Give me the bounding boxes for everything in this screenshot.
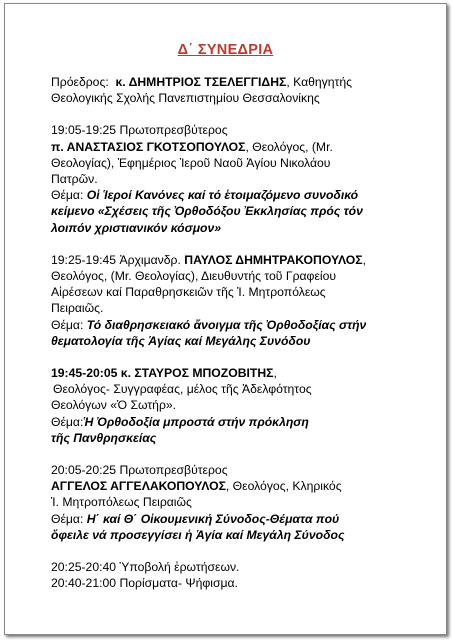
talk-1-desc-3: Πατρῶν. bbox=[51, 172, 98, 187]
talk-3-time-suffix: , bbox=[273, 366, 277, 381]
talk-2-time-line bbox=[51, 252, 421, 268]
talk-3-theme-line-1 bbox=[51, 414, 421, 430]
talk-2-desc-4: Πειραιῶς. bbox=[51, 301, 104, 316]
closing-block bbox=[51, 559, 421, 591]
talk-1-speaker-line bbox=[51, 139, 421, 155]
session-content bbox=[51, 74, 421, 607]
talk-2-theme-2: θεματολογία τῆς Ἁγίας καί Μεγάλης Συνόδου bbox=[51, 333, 311, 348]
talk-3-time-line bbox=[51, 365, 421, 381]
talk-2-desc-3: Αἱρέσεων καί Παραθρησκειῶν τῆς Ἱ. Μητροπόλεως bbox=[51, 285, 326, 300]
talk-block-1 bbox=[51, 122, 421, 235]
talk-1-theme-3: λοιπόν χριστιανικόν κόσμον» bbox=[51, 220, 222, 235]
talk-block-2 bbox=[51, 252, 421, 349]
talk-block-4 bbox=[51, 462, 421, 543]
talk-block-3 bbox=[51, 365, 421, 446]
talk-3-theme-2: τῆς Πανθρησκείας bbox=[51, 430, 157, 445]
talk-2-theme-line-1 bbox=[51, 317, 421, 333]
chair-title-part1: , Καθηγητής bbox=[286, 75, 353, 89]
talk-1-desc-1: , Θεολόγος, (Mr. bbox=[245, 139, 333, 154]
chair-line-1 bbox=[51, 74, 421, 90]
closing-line-2: 20:40-21:00 Πορίσματα- Ψήφισμα. bbox=[51, 576, 238, 591]
talk-4-theme-2: ὄφειλε νά προσεγγίσει ἡ Ἁγία καί Μεγάλη Σύνοδος bbox=[51, 527, 345, 542]
talk-2-time: 19:25-19:45 Ἀρχιμανδρ. bbox=[51, 252, 185, 267]
talk-1-time: 19:05-19:25 Πρωτοπρεσβύτερος bbox=[51, 123, 228, 138]
talk-4-desc-1: , Θεολόγος, Κληρικός bbox=[225, 479, 342, 494]
talk-4-speaker: ΑΓΓΕΛΟΣ ΑΓΓΕΛΑΚΟΠΟΥΛΟΣ bbox=[51, 479, 226, 494]
chair-block bbox=[51, 74, 421, 106]
talk-4-theme-1: Η΄ καί Θ΄ Οἰκουμενική Σύνοδος-Θέματα πού bbox=[83, 511, 340, 526]
talk-1-speaker: π. ΑΝΑΣΤΑΣΙΟΣ ΓΚΟΤΣΟΠΟΥΛΟΣ bbox=[51, 139, 246, 154]
talk-1-desc-2: Θεολογίας), Ἐφημέριος Ἱεροῦ Ναοῦ Ἁγίου Νικολάου bbox=[51, 155, 331, 170]
talk-4-time: 20:05-20:25 Πρωτοπρεσβύτερος bbox=[51, 463, 228, 478]
talk-1-theme-1: Οἱ Ἱεροί Κανόνες καί τό ἑτοιμαζόμενο συνοδικό bbox=[83, 188, 359, 203]
talk-2-theme-1: Τό διαθρησκειακό ἄνοιγμα τῆς Ὀρθοδοξίας στήν bbox=[83, 317, 367, 332]
talk-2-speaker: ΠΑΥΛΟΣ ΔΗΜΗΤΡΑΚΟΠΟΥΛΟΣ bbox=[184, 252, 363, 267]
talk-3-theme-label: Θέμα: bbox=[51, 414, 84, 429]
talk-4-theme-label: Θέμα: bbox=[51, 511, 84, 526]
talk-2-desc-2: Θεολόγος, (Mr. Θεολογίας), Διευθυντής τοῦ Γραφείου bbox=[51, 269, 337, 284]
talk-2-desc-1: , bbox=[362, 252, 366, 267]
talk-2-theme-label: Θέμα: bbox=[51, 317, 84, 332]
talk-4-theme-line-1 bbox=[51, 511, 421, 527]
closing-line-1: 20:25-20:40 Ὑποβολή ἐρωτήσεων. bbox=[51, 560, 240, 575]
talk-3-theme-1: Ἡ Ὀρθοδοξία μπροστά στήν πρόκληση bbox=[83, 414, 309, 429]
talk-3-desc-2: Θεολόγων «Ὁ Σωτήρ». bbox=[51, 398, 177, 413]
talk-1-theme-line-1 bbox=[51, 187, 421, 203]
talk-4-desc-2: Ἱ. Μητροπόλεως Πειραιῶς bbox=[51, 495, 192, 510]
document-page bbox=[4, 3, 447, 635]
talk-3-desc-1: Θεολόγος- Συγγραφέας, μέλος τῆς Ἀδελφότητος bbox=[53, 382, 312, 397]
chair-name: κ. ΔΗΜΗΤΡΙΟΣ ΤΣΕΛΕΓΓΙΔΗΣ bbox=[115, 75, 287, 89]
session-title: Δ΄ ΣΥΝΕΔΡΙΑ bbox=[177, 42, 274, 58]
talk-4-speaker-line bbox=[51, 478, 421, 494]
talk-3-time-speaker: 19:45-20:05 κ. ΣΤΑΥΡΟΣ ΜΠΟΖΟΒΙΤΗΣ bbox=[51, 366, 274, 381]
chair-line-2: Θεολογικής Σχολής Πανεπιστημίου Θεσσαλονίκης bbox=[51, 91, 320, 106]
chair-label: Πρόεδρος: bbox=[51, 75, 109, 89]
talk-1-theme-label: Θέμα: bbox=[51, 188, 84, 203]
talk-1-theme-2: κείμενο «Σχέσεις τῆς Ὀρθοδόξου Ἐκκλησίας πρός τόν bbox=[51, 204, 363, 219]
